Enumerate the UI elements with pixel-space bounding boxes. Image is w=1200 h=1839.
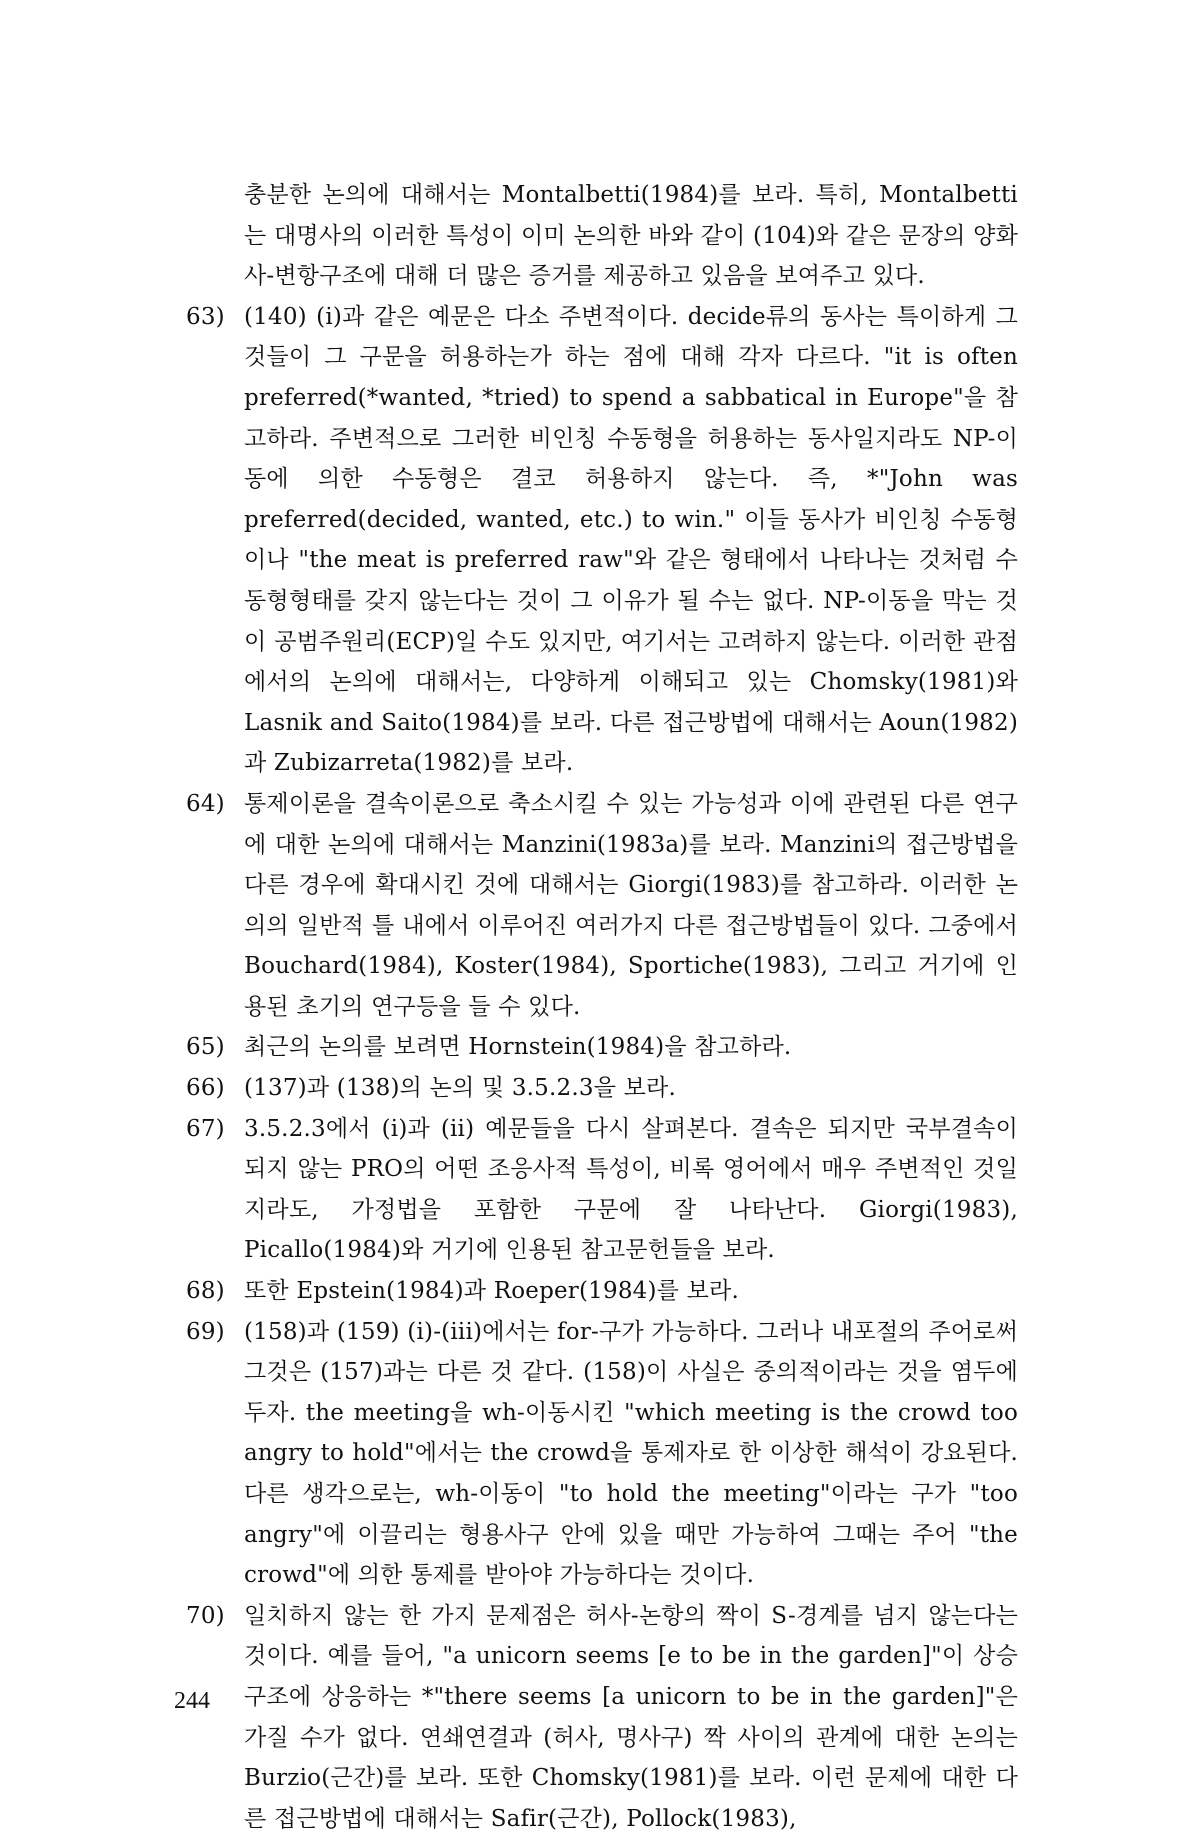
note-69 [186,1312,1018,1596]
note-68 [186,1271,1018,1312]
note-number: 70) [186,1602,225,1629]
note-text: 최근의 논의를 보려면 Hornstein(1984)을 참고하라. [244,1034,792,1061]
note-number: 69) [186,1318,225,1345]
note-65 [186,1027,1018,1068]
note-number: 65) [186,1034,225,1061]
note-number: 68) [186,1278,225,1305]
note-66 [186,1068,1018,1109]
note-67 [186,1109,1018,1271]
note-number: 63) [186,303,225,330]
note-70 [186,1596,1018,1839]
note-text: (158)과 (159) (i)-(iii)에서는 for-구가 가능하다. 그러나 내포절의 주어로써 그것은 (157)과는 다른 것 같다. (158)이 사실은 중의적이라는 것을 염두에 두자. the meeting을 wh-이동시킨 "which meeting is the crowd too angry to hold"에서는 the crowd을 통제자로 한 이상한 해석이 강요된다. 다른 생각으로는, wh-이동이 "to hold the meeting"이라는 구가 "too angry"에 이끌리는 형용사구 안에 있을 때만 가능하여 그때는 주어 "the crowd"에 의한 통제를 받아야 가능하다는 것이다. [244,1318,1018,1589]
page-number: 244 [174,1688,210,1714]
note-text: (137)과 (138)의 논의 및 3.5.2.3을 보라. [244,1075,676,1102]
note-text: 또한 Epstein(1984)과 Roeper(1984)를 보라. [244,1278,739,1305]
note-63 [186,297,1018,784]
note-number: 67) [186,1115,225,1142]
note-text: 통제이론을 결속이론으로 축소시킬 수 있는 가능성과 이에 관련된 다른 연구에 대한 논의에 대해서는 Manzini(1983a)를 보라. Manzini의 접근방법을 다른 경우에 확대시킨 것에 대해서는 Giorgi(1983)를 참고하라. 이러한 논의의 일반적 틀 내에서 이루어진 여러가지 다른 접근방법들이 있다. 그중에서 Bouchard(1984), Koster(1984), Sportiche(1983), 그리고 거기에 인용된 초기의 연구등을 들 수 있다. [244,790,1018,1020]
note-64 [186,784,1018,1028]
endnotes-body [186,175,1018,1839]
continued-note-paragraph: 충분한 논의에 대해서는 Montalbetti(1984)를 보라. 특히, Montalbetti는 대명사의 이러한 특성이 이미 논의한 바와 같이 (104)와 같은 문장의 양화사-변항구조에 대해 더 많은 증거를 제공하고 있음을 보여주고 있다. [244,182,1018,290]
note-text: (140) (i)과 같은 예문은 다소 주변적이다. decide류의 동사는 특이하게 그것들이 그 구문을 허용하는가 하는 점에 대해 각자 다르다. "it is often preferred(*wanted, *tried) to spend a sabbatical in Europe"을 참고하라. 주변적으로 그러한 비인칭 수동형을 허용하는 동사일지라도 NP-이동에 의한 수동형은 결코 허용하지 않는다. 즉, *"John was preferred(decided, wanted, etc.) to win." 이들 동사가 비인칭 수동형이나 "the meat is preferred raw"와 같은 형태에서 나타나는 것처럼 수동형형태를 갖지 않는다는 것이 그 이유가 될 수는 없다. NP-이동을 막는 것이 공범주원리(ECP)일 수도 있지만, 여기서는 고려하지 않는다. 이러한 관점에서의 논의에 대해서는, 다양하게 이해되고 있는 Chomsky(1981)와 Lasnik and Saito(1984)를 보라. 다른 접근방법에 대해서는 Aoun(1982)과 Zubizarreta(1982)를 보라. [244,303,1018,777]
note-text: 일치하지 않는 한 가지 문제점은 허사-논항의 짝이 S-경계를 넘지 않는다는 것이다. 예를 들어, "a unicorn seems [e to be in the garden]"이 상승구조에 상응하는 *"there seems [a unicorn to be in the garden]"은 가질 수가 없다. 연쇄연결과 (허사, 명사구) 짝 사이의 관계에 대한 논의는 Burzio(근간)를 보라. 또한 Chomsky(1981)를 보라. 이런 문제에 대한 다른 접근방법에 대해서는 Safir(근간), Pollock(1983), [244,1602,1018,1832]
note-text: 3.5.2.3에서 (i)과 (ii) 예문들을 다시 살펴본다. 결속은 되지만 국부결속이 되지 않는 PRO의 어떤 조응사적 특성이, 비록 영어에서 매우 주변적인 것일지라도, 가정법을 포함한 구문에 잘 나타난다. Giorgi(1983), Picallo(1984)와 거기에 인용된 참고문헌들을 보라. [244,1115,1018,1264]
note-number: 64) [186,790,225,817]
note-number: 66) [186,1075,225,1102]
